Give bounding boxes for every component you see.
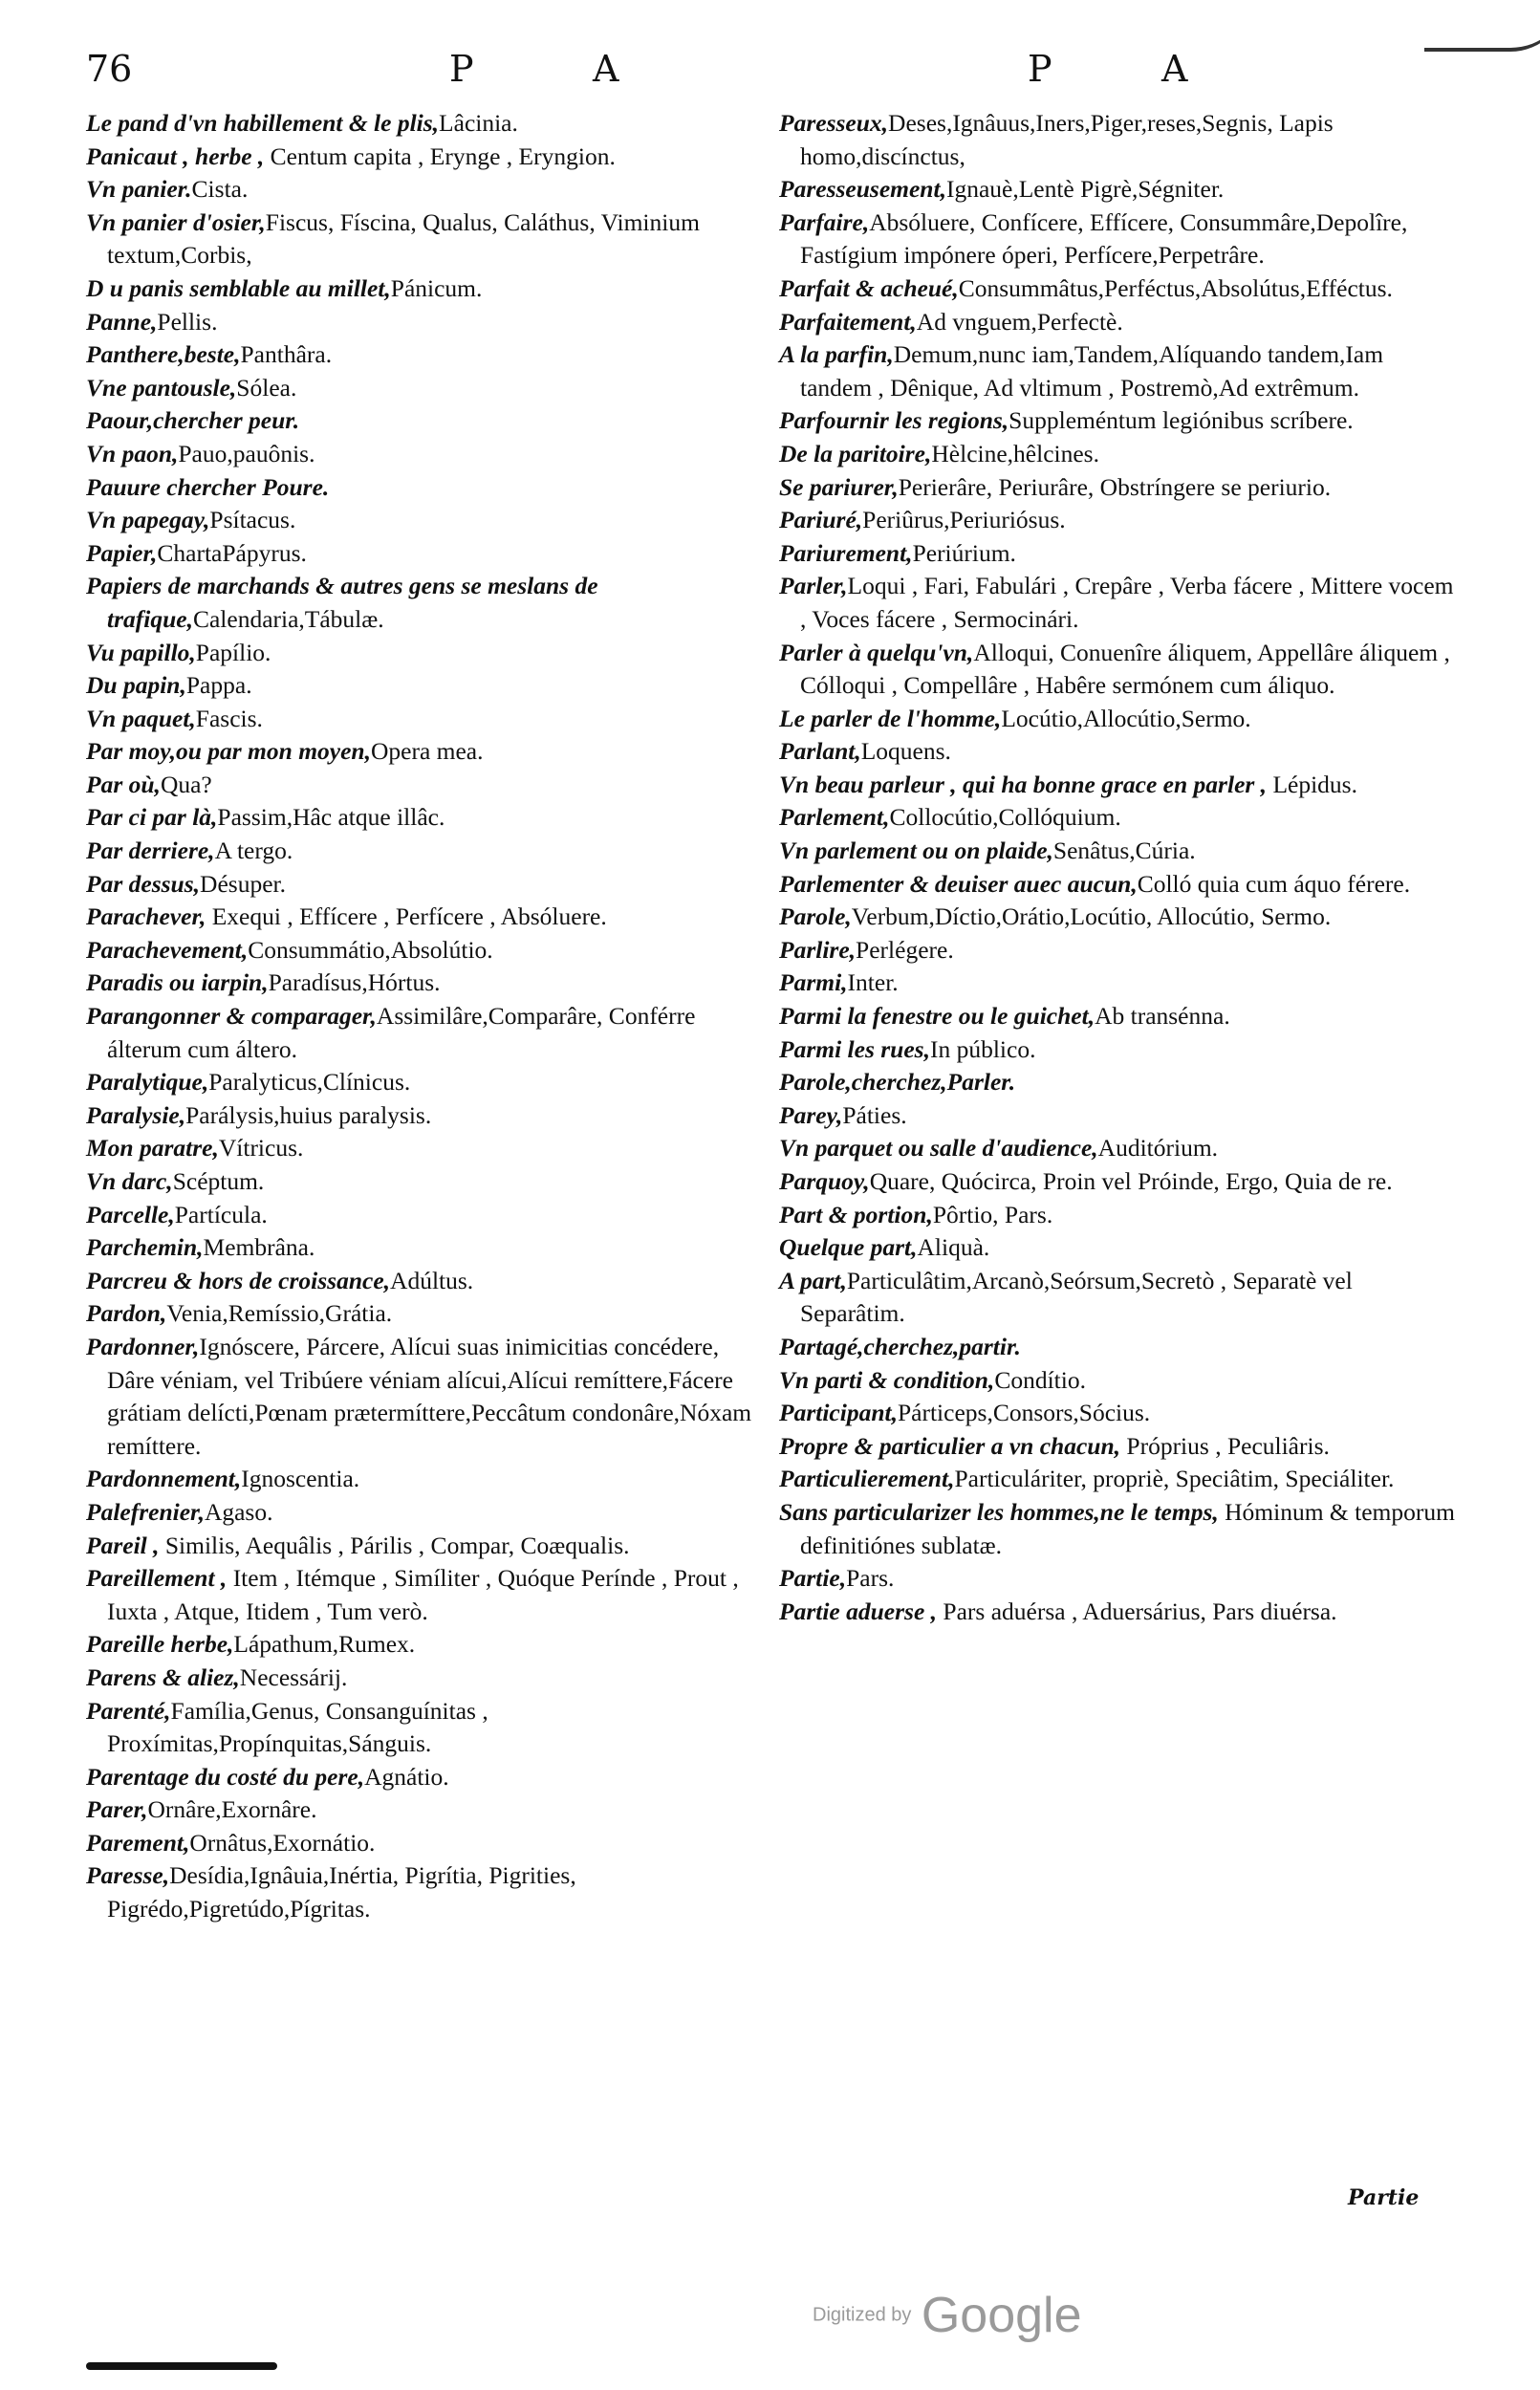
dictionary-entry	[86, 537, 765, 571]
entry-translation: Fascis.	[195, 704, 263, 732]
dictionary-entry	[86, 1496, 765, 1530]
entry-headword: Par dessus,	[86, 869, 201, 898]
cropped-next-page-fragment	[86, 2357, 306, 2376]
entry-headword: Par derriere,	[86, 836, 215, 865]
entry-translation: Alloqui, Conuenîre áliquem, Appellâre áliquem , Cólloqui , Compellâre , Habêre sermónem cum áliquo.	[800, 638, 1450, 700]
entry-translation: Auditórium.	[1097, 1134, 1219, 1162]
entry-translation: Pauo,pauônis.	[178, 439, 315, 467]
entry-headword: Sans particularizer les hommes,ne le temps,	[779, 1497, 1219, 1526]
entry-translation: Pappa.	[185, 671, 252, 700]
dictionary-entry	[779, 471, 1458, 505]
entry-translation: Qua?	[160, 770, 212, 798]
entry-headword: Pariurement,	[779, 538, 913, 567]
dictionary-entry	[86, 769, 765, 802]
entry-headword: Papier,	[86, 538, 158, 567]
entry-headword: Paradis ou iarpin,	[86, 968, 269, 997]
dictionary-entry	[86, 1662, 765, 1695]
entry-headword: Quelque part,	[779, 1233, 918, 1262]
entry-headword: Pauure chercher Poure.	[86, 472, 330, 501]
dictionary-entry	[86, 1199, 765, 1232]
entry-translation: Désuper.	[200, 869, 286, 898]
page-number: 76	[86, 48, 133, 90]
entry-headword: Propre & particulier a vn chacun,	[779, 1431, 1121, 1460]
dictionary-entry	[86, 835, 765, 868]
entry-translation: Vítricus.	[218, 1134, 304, 1162]
entry-headword: Parquoy,	[779, 1167, 870, 1195]
entry-translation: Ab transénna.	[1095, 1002, 1230, 1031]
entry-headword: Paresseusement,	[779, 175, 946, 204]
entry-translation: Hèlcine,hêlcines.	[931, 439, 1099, 467]
entry-translation: Calendaria,Tábulæ.	[192, 604, 384, 633]
entry-translation: Quare, Quócirca, Proin vel Próinde, Ergo, Quia de re.	[869, 1167, 1393, 1195]
entry-translation: A tergo.	[214, 836, 293, 865]
dictionary-entry	[779, 173, 1458, 206]
dictionary-entry	[86, 141, 765, 174]
dictionary-entry	[86, 206, 765, 272]
entry-headword: Pareil ,	[86, 1531, 160, 1559]
entry-headword: Parfait & acheué,	[779, 273, 959, 302]
entry-translation: Pánicum.	[390, 273, 483, 302]
entry-translation: Perlégere.	[856, 935, 954, 964]
dictionary-entry	[86, 438, 765, 471]
dictionary-entry	[779, 1199, 1458, 1232]
dictionary-entry	[779, 1331, 1458, 1364]
entry-headword: Parangonner & comparager,	[86, 1002, 377, 1031]
entry-translation: Lépidus.	[1267, 770, 1357, 798]
entry-headword: Parmi la fenestre ou le guichet,	[779, 1002, 1095, 1031]
entry-headword: Parfournir les regions,	[779, 406, 1009, 435]
dictionary-entry	[86, 1132, 765, 1165]
dictionary-entry	[86, 1297, 765, 1331]
entry-headword: De la paritoire,	[779, 439, 932, 467]
entry-headword: Pardonner,	[86, 1332, 200, 1360]
entry-headword: Partie aduerse ,	[779, 1597, 938, 1625]
entry-headword: Pareille herbe,	[86, 1630, 234, 1659]
dictionary-entry	[779, 107, 1458, 173]
entry-headword: Paresse,	[86, 1861, 170, 1890]
entry-headword: D u panis semblable au millet,	[86, 273, 391, 302]
entry-translation: Agnátio.	[364, 1762, 449, 1791]
dictionary-entry	[86, 107, 765, 141]
entry-translation: Sólea.	[236, 373, 297, 402]
dictionary-entry	[86, 1000, 765, 1066]
entry-translation: Adúltus.	[390, 1266, 474, 1294]
entry-headword: Parenté,	[86, 1696, 171, 1725]
dictionary-entry	[779, 1463, 1458, 1496]
dictionary-entry	[86, 1331, 765, 1463]
dictionary-entry	[86, 570, 765, 636]
dictionary-entry	[779, 206, 1458, 272]
entry-headword: Parentage du costé du pere,	[86, 1762, 365, 1791]
entry-headword: Parlant,	[779, 737, 861, 766]
entry-translation: Próprius , Peculiâris.	[1120, 1431, 1330, 1460]
entry-translation: Particuláriter, propriè, Speciâtim, Speciáliter.	[954, 1465, 1395, 1493]
entry-translation: Páties.	[842, 1100, 907, 1129]
entry-translation: Ignóscere, Párcere, Alícui suas inimicitias concédere, Dâre véniam, vel Tribúere véniam alícui,Alícui remíttere,Fácere grátiam delícti,Pœnam prætermíttere,Peccâtum condonâre,Nóxam remíttere.	[107, 1332, 752, 1460]
entry-headword: Parachever,	[86, 902, 206, 931]
dictionary-entry	[86, 1165, 765, 1199]
dictionary-entry	[86, 1099, 765, 1133]
entry-translation: Scéptum.	[172, 1167, 265, 1195]
entry-translation: Senâtus,Cúria.	[1052, 836, 1196, 865]
entry-translation: Venia,Remíssio,Grátia.	[166, 1299, 393, 1328]
entry-translation: Periúrium.	[912, 538, 1016, 567]
entry-translation: Aliquà.	[917, 1233, 990, 1262]
entry-headword: Papiers de marchands & autres gens se meslans de trafique,	[86, 572, 598, 633]
entry-translation: Passim,Hâc atque illâc.	[217, 803, 445, 832]
dictionary-entry	[86, 1859, 765, 1925]
dictionary-entry	[779, 306, 1458, 339]
dictionary-entry	[779, 570, 1458, 636]
entry-headword: Parlementer & deuiser auec aucun,	[779, 869, 1138, 898]
entry-translation: Ornâtus,Exornátio.	[189, 1828, 376, 1857]
dictionary-entry	[86, 272, 765, 306]
dictionary-entry	[86, 471, 765, 505]
dictionary-entry	[779, 868, 1458, 902]
dictionary-entry	[86, 504, 765, 537]
entry-translation: Demum,nunc iam,Tandem,Alíquando tandem,Iam tandem , Dênique, Ad vltimum , Postremò,Ad extrêmum.	[800, 340, 1384, 402]
entry-headword: Vu papillo,	[86, 638, 196, 666]
entry-headword: Vn parti & condition,	[779, 1365, 995, 1394]
entry-translation: Loquens.	[860, 737, 951, 766]
entry-translation: Exequi , Effícere , Perfícere , Absóluere.	[206, 902, 607, 931]
entry-translation: Centum capita , Erynge , Eryngion.	[264, 141, 616, 170]
entry-headword: Le parler de l'homme,	[779, 704, 1002, 732]
entry-translation: Similis, Aequâlis , Párilis , Compar, Coæqualis.	[159, 1531, 630, 1559]
entry-translation: Cista.	[191, 175, 249, 204]
dictionary-entry	[779, 1033, 1458, 1067]
dictionary-entry	[86, 1066, 765, 1099]
entry-headword: Panicaut , herbe ,	[86, 141, 265, 170]
entry-translation: Agaso.	[204, 1497, 273, 1526]
entry-translation: Collocútio,Collóquium.	[889, 803, 1121, 832]
entry-headword: Du papin,	[86, 671, 186, 700]
dictionary-entry	[86, 868, 765, 902]
entry-headword: Partie,	[779, 1564, 847, 1593]
entry-translation: Família,Genus, Consanguínitas , Proxímitas,Propínquitas,Sánguis.	[107, 1696, 488, 1758]
entry-headword: Vn papegay,	[86, 506, 210, 534]
entry-headword: Vn panier d'osier,	[86, 207, 266, 236]
entry-translation: Ornâre,Exornâre.	[147, 1795, 317, 1824]
entry-headword: Parement,	[86, 1828, 190, 1857]
entry-headword: Parfaitement,	[779, 307, 917, 336]
entry-headword: Parey,	[779, 1100, 843, 1129]
google-logo: Google	[921, 2288, 1082, 2343]
entry-translation: Suppleméntum legiónibus scríbere.	[1009, 406, 1354, 435]
dictionary-entry	[779, 1165, 1458, 1199]
entry-translation: Paradísus,Hórtus.	[268, 968, 441, 997]
dictionary-entry	[779, 537, 1458, 571]
dictionary-entry	[779, 1430, 1458, 1464]
dictionary-entry	[779, 1000, 1458, 1033]
entry-translation: Loqui , Fari, Fabulári , Crepâre , Verba fácere , Mittere vocem , Voces fácere , Sermocinári.	[800, 572, 1454, 633]
entry-headword: Paralysie,	[86, 1100, 186, 1129]
entry-headword: Parfaire,	[779, 207, 870, 236]
entry-translation: Papílio.	[195, 638, 271, 666]
right-column	[779, 107, 1458, 1628]
entry-headword: Par ci par là,	[86, 803, 218, 832]
dictionary-entry	[779, 504, 1458, 537]
entry-translation: Item , Itémque , Simíliter , Quóque Perínde , Prout , Iuxta , Atque, Itidem , Tum verò.	[107, 1564, 739, 1625]
dictionary-entry	[86, 801, 765, 835]
entry-translation: Consummátio,Absolútio.	[248, 935, 493, 964]
entry-headword: Par où,	[86, 770, 161, 798]
entry-headword: Parmi les rues,	[779, 1034, 930, 1063]
entry-headword: Paresseux,	[779, 109, 889, 137]
dictionary-entry	[779, 1364, 1458, 1398]
entry-headword: Par moy,ou par mon moyen,	[86, 737, 371, 766]
header-letter: A	[1161, 48, 1188, 90]
entry-translation: Ignoscentia.	[241, 1465, 360, 1493]
entry-headword: Paralytique,	[86, 1068, 209, 1097]
catchword: Partie	[1348, 2185, 1420, 2210]
entry-headword: Parler à quelqu'vn,	[779, 638, 974, 666]
dictionary-entry	[779, 1231, 1458, 1265]
entry-translation: Partícula.	[174, 1200, 268, 1228]
dictionary-entry	[779, 1265, 1458, 1331]
dictionary-entry	[86, 404, 765, 438]
entry-translation: Colló quia cum áquo férere.	[1137, 869, 1411, 898]
dictionary-entry	[86, 703, 765, 736]
entry-translation: Paralyticus,Clínicus.	[208, 1068, 411, 1097]
dictionary-entry	[86, 967, 765, 1000]
entry-headword: Participant,	[779, 1399, 898, 1427]
dictionary-entry	[779, 801, 1458, 835]
entry-translation: Verbum,Díctio,Orátio,Locútio, Allocútio, Sermo.	[851, 902, 1332, 931]
dictionary-entry	[779, 438, 1458, 471]
entry-headword: Pareillement ,	[86, 1564, 228, 1593]
entry-headword: Parmi,	[779, 968, 848, 997]
entry-translation: Particulâtim,Arcanò,Seórsum,Secretò , Separatè vel Separâtim.	[800, 1266, 1353, 1328]
dictionary-entry	[86, 338, 765, 372]
dictionary-entry	[86, 1827, 765, 1860]
entry-headword: Vn paquet,	[86, 704, 196, 732]
entry-headword: Vn darc,	[86, 1167, 173, 1195]
header-letter: P	[1028, 48, 1052, 90]
entry-translation: Psítacus.	[209, 506, 296, 534]
dictionary-entry	[86, 372, 765, 405]
entry-headword: Partagé,cherchez,partir.	[779, 1332, 1021, 1360]
entry-translation: In público.	[929, 1034, 1036, 1063]
entry-headword: Parole,	[779, 902, 852, 931]
entry-headword: A la parfin,	[779, 340, 894, 369]
entry-headword: Vn beau parleur , qui ha bonne grace en parler ,	[779, 770, 1268, 798]
dictionary-entry	[86, 901, 765, 934]
digitized-footer	[813, 2287, 1082, 2344]
dictionary-entry	[779, 1562, 1458, 1596]
dictionary-entry	[779, 1596, 1458, 1629]
dictionary-entry	[779, 703, 1458, 736]
entry-translation: Consummâtus,Perféctus,Absolútus,Efféctus.	[958, 273, 1393, 302]
entry-translation: Necessárij.	[239, 1662, 348, 1691]
dictionary-entry	[86, 1231, 765, 1265]
dictionary-entry	[86, 1761, 765, 1794]
dictionary-entry	[779, 967, 1458, 1000]
entry-translation: Membrâna.	[203, 1233, 315, 1262]
entry-headword: Se pariurer,	[779, 472, 899, 501]
left-column	[86, 107, 765, 1926]
entry-translation: Opera mea.	[370, 737, 484, 766]
header-letter: P	[449, 48, 474, 90]
entry-headword: Vn parquet ou salle d'audience,	[779, 1134, 1098, 1162]
dictionary-entry	[779, 272, 1458, 306]
entry-headword: Particulierement,	[779, 1465, 955, 1493]
entry-headword: Parler,	[779, 572, 848, 600]
entry-headword: Palefrenier,	[86, 1497, 205, 1526]
entry-headword: Parachevement,	[86, 935, 249, 964]
dictionary-entry	[86, 1463, 765, 1496]
entry-headword: Le pand d'vn habillement & le plis,	[86, 109, 440, 137]
entry-translation: Deses,Ignâuus,Iners,Piger,reses,Segnis, Lapis homo,discínctus,	[800, 109, 1334, 170]
entry-translation: Párticeps,Consors,Sócius.	[897, 1399, 1151, 1427]
entry-headword: Parcelle,	[86, 1200, 175, 1228]
dictionary-entry	[779, 1397, 1458, 1430]
entry-translation: Hóminum & temporum definitiónes sublatæ.	[800, 1497, 1455, 1559]
entry-translation: Perierâre, Periurâre, Obstríngere se periurio.	[898, 472, 1332, 501]
entry-headword: Vne pantousle,	[86, 373, 237, 402]
header-letter: A	[593, 48, 619, 90]
entry-headword: Pariuré,	[779, 506, 863, 534]
entry-translation: Panthâra.	[240, 340, 333, 369]
dictionary-entry	[779, 934, 1458, 967]
dictionary-entry	[86, 1530, 765, 1563]
entry-headword: Parer,	[86, 1795, 148, 1824]
entry-headword: Panne,	[86, 307, 158, 336]
dictionary-entry	[86, 173, 765, 206]
entry-headword: Parlement,	[779, 803, 890, 832]
entry-headword: Part & portion,	[779, 1200, 933, 1228]
entry-translation: Ad vnguem,Perfectè.	[916, 307, 1123, 336]
entry-headword: Pardonnement,	[86, 1465, 242, 1493]
digitized-by-label: Digitized by	[813, 2304, 912, 2326]
entry-translation: Lápathum,Rumex.	[233, 1630, 416, 1659]
entry-translation: Inter.	[847, 968, 899, 997]
dictionary-entry	[779, 901, 1458, 934]
dictionary-entry	[779, 637, 1458, 703]
entry-translation: Locútio,Allocútio,Sermo.	[1001, 704, 1251, 732]
dictionary-entry	[779, 735, 1458, 769]
page-corner-curl	[1424, 0, 1540, 52]
entry-translation: Pôrtio, Pars.	[932, 1200, 1053, 1228]
entry-translation: Lâcinia.	[439, 109, 518, 137]
dictionary-entry	[86, 306, 765, 339]
dictionary-entry	[779, 1496, 1458, 1562]
entry-headword: Vn panier.	[86, 175, 192, 204]
entry-headword: Vn parlement ou on plaide,	[779, 836, 1053, 865]
entry-headword: Parens & aliez,	[86, 1662, 240, 1691]
entry-headword: Mon paratre,	[86, 1134, 219, 1162]
dictionary-entry	[779, 1066, 1458, 1099]
dictionary-entry	[779, 1099, 1458, 1133]
entry-translation: Pellis.	[157, 307, 218, 336]
dictionary-entry	[779, 769, 1458, 802]
entry-translation: Pars.	[846, 1564, 895, 1593]
entry-headword: Parcreu & hors de croissance,	[86, 1266, 391, 1294]
dictionary-entry	[86, 735, 765, 769]
entry-translation: Assimilâre,Comparâre, Conférre álterum cum áltero.	[107, 1002, 696, 1063]
entry-translation: Desídia,Ignâuia,Inértia, Pigrítia, Pigrities, Pigrédo,Pigretúdo,Pígritas.	[107, 1861, 576, 1923]
dictionary-entry	[779, 835, 1458, 868]
entry-headword: Vn paon,	[86, 439, 179, 467]
entry-translation: Pars aduérsa , Aduersárius, Pars diuérsa.	[937, 1597, 1337, 1625]
dictionary-entry	[86, 637, 765, 670]
entry-translation: Fiscus, Físcina, Qualus, Caláthus, Viminium textum,Corbis,	[107, 207, 700, 270]
entry-headword: Paour,chercher peur.	[86, 406, 300, 435]
running-header	[86, 48, 1463, 105]
dictionary-entry	[86, 669, 765, 703]
dictionary-entry	[86, 1562, 765, 1628]
entry-translation: Absóluere, Confícere, Effícere, Consummâre,Depolîre, Fastígium impónere óperi, Perfícere,Perpetrâre.	[800, 207, 1408, 270]
entry-headword: Parlire,	[779, 935, 857, 964]
dictionary-entry	[86, 1793, 765, 1827]
dictionary-entry	[86, 1695, 765, 1761]
entry-headword: Parchemin,	[86, 1233, 204, 1262]
dictionary-entry	[86, 1265, 765, 1298]
entry-translation: Condítio.	[994, 1365, 1086, 1394]
entry-headword: Parole,cherchez,Parler.	[779, 1068, 1016, 1097]
entry-headword: Panthere,beste,	[86, 340, 241, 369]
entry-translation: Parálysis,huius paralysis.	[185, 1100, 432, 1129]
entry-translation: ChartaPápyrus.	[157, 538, 307, 567]
entry-headword: A part,	[779, 1266, 847, 1294]
dictionary-entry	[86, 1628, 765, 1662]
dictionary-entry	[86, 934, 765, 967]
dictionary-entry	[779, 404, 1458, 438]
dictionary-entry	[779, 338, 1458, 404]
entry-headword: Pardon,	[86, 1299, 167, 1328]
entry-translation: Periûrus,Periuriósus.	[862, 506, 1066, 534]
dictionary-entry	[779, 1132, 1458, 1165]
entry-translation: Ignauè,Lentè Pigrè,Ségniter.	[945, 175, 1225, 204]
